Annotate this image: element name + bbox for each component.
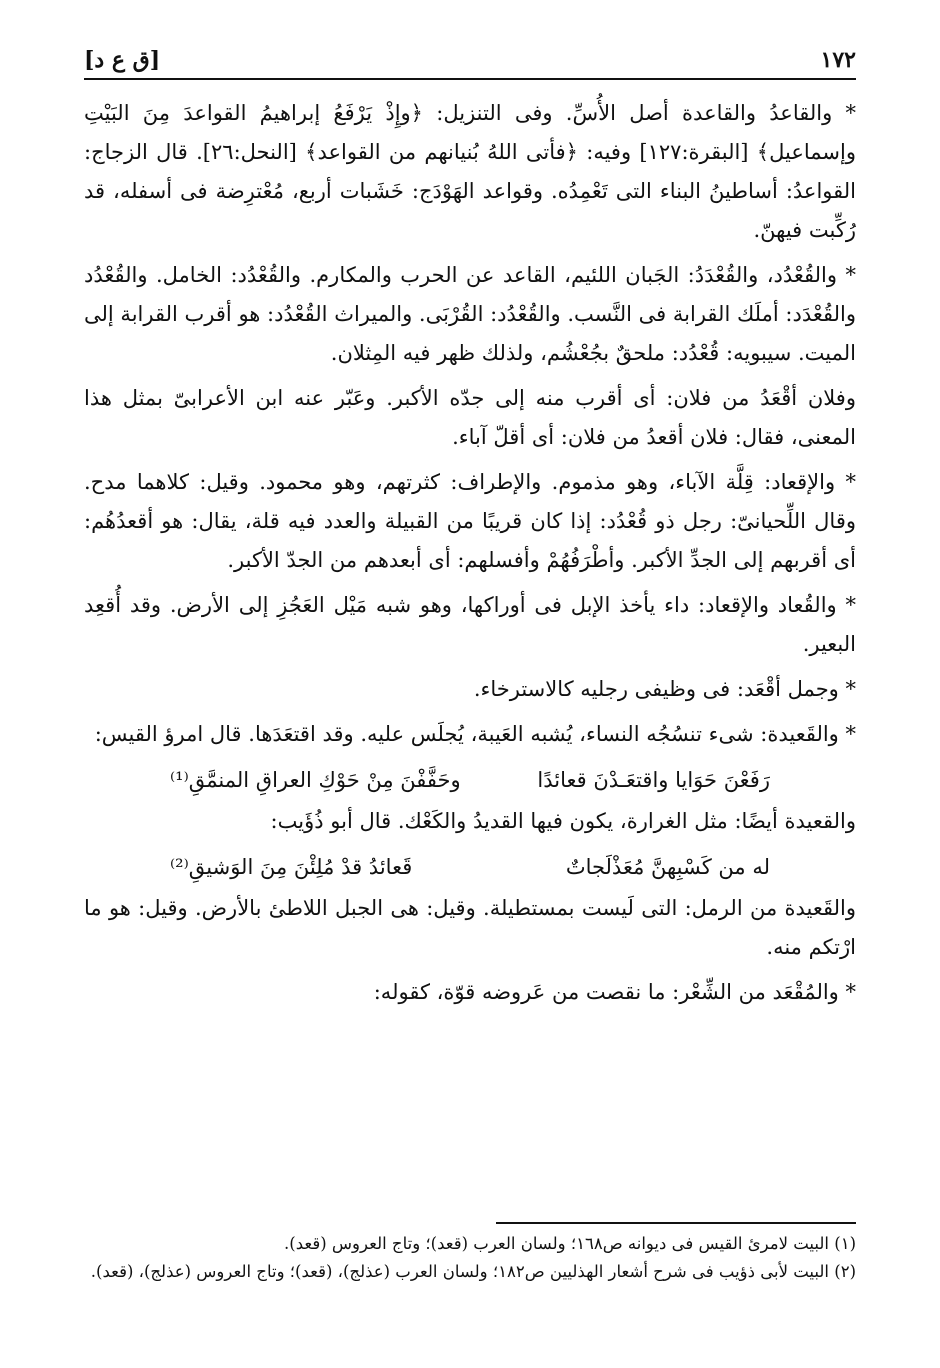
page-number: ١٧٢ <box>820 47 856 73</box>
verse-line <box>84 847 856 887</box>
footnote: (١) البيت لامرئ القيس فى ديوانه ص١٦٨؛ ولسان العرب (قعد)؛ وتاج العروس (قعد). <box>284 1234 856 1253</box>
paragraph: * والإقعاد: قِلَّة الآباء، وهو مذموم. والإطراف: كثرتهم، وهو محمود. وقيل: كلاهما مدح. وقال اللِّحيانىّ: رجل ذو قُعْدُد: إذا كان قريبًا من القبيلة والعدد فيه قلة، يقال: هو أقعدُهُم: أى أقربهم إلى الجدِّ الأكبر. وأطْرَفُهُمْ وأفسلهم: أى أبعدهم من الجدّ الأكبر. <box>84 470 856 572</box>
paragraph: * والمُقْعَد من الشِّعْر: ما نقصت من عَروضه قوّة، كقوله: <box>373 980 856 1004</box>
root-label: [ق ع د] <box>84 47 161 73</box>
main-text <box>84 94 856 1018</box>
verse-hemistich-right: له من كَسْبِهنَّ مُعَذْلَجاتٌ <box>565 855 770 879</box>
verse-hemistich-right: رَفَعْنَ حَوَايا واقتعَـدْنَ قعائدًا <box>537 768 770 792</box>
paragraph: * والقُعْدُد، والقُعْدَدُ: الجَبان اللئيم، القاعد عن الحرب والمكارم. والقُعْدُد: الخامل. والقُعْدُد والقُعْدَد: أملَك القرابة فى النَّسب. والقُعْدُد: القُرْبَى. والميراث القُعْدُد: هو أقرب القرابة إلى الميت. سيبويه: قُعْدُد: ملحقٌ بجُعْشُم، ولذلك ظهر فيه المِثلان. <box>84 263 856 365</box>
footnote: (٢) البيت لأبى ذؤيب فى شرح أشعار الهذليين ص١٨٢؛ ولسان العرب (عذلج)، (قعد)؛ وتاج العروس (عذلج)، (قعد). <box>90 1262 856 1281</box>
paragraph: * والقَعيدة: شىء تنسُجُه النساء، يُشبه العَيبة، يُجلَس عليه. وقد اقتعَدَها. قال امرؤ القيس: <box>94 722 856 746</box>
verse-hemistich-left: قَعائدُ قدْ مُلِئْنَ مِنَ الوَشيقِ⁽²⁾ <box>170 855 413 879</box>
paragraph: * وجمل أقْعَد: فى وظيفى رجليه كالاسترخاء. <box>473 677 856 701</box>
paragraph: والقَعيدة من الرمل: التى لَيست بمستطيلة. وقيل: هى الجبل اللاطئ بالأرض. وقيل: هو ما ارْتكم منه. <box>84 896 856 959</box>
page-header <box>84 44 856 76</box>
verse-hemistich-left: وحَفَّفْنَ مِنْ حَوْكِ العراقِ المنمَّقِ⁽¹⁾ <box>170 768 461 792</box>
verse-line <box>84 760 856 800</box>
footnote-rule <box>496 1222 856 1224</box>
paragraph: * والقاعدُ والقاعدة أصل الأُسِّ. وفى التنزيل: ﴿وإِذْ يَرْفَعُ إبراهيمُ القواعدَ مِنَ البَيْتِ وإسماعيل﴾ [البقرة:١٢٧] وفيه: ﴿فأتى اللهُ بُنيانهم من القواعد﴾ [النحل:٢٦]. قال الزجاج: القواعدُ: أساطينُ البناء التى تَعْمِدُه. وقواعد الهَوْدَج: خَشَبات أربع، مُعْترِضة فى أسفله، قد رُكِّبت فيهنّ. <box>84 101 856 242</box>
paragraph: وفلان أقْعَدُ من فلان: أى أقرب منه إلى جدّه الأكبر. وعَبّر عنه ابن الأعرابىّ بمثل هذا المعنى، فقال: فلان أقعدُ من فلان: أى أقلّ آباء. <box>84 386 856 449</box>
footnotes <box>84 1230 856 1286</box>
paragraph: * والقُعاد والإقعاد: داء يأخذ الإبل فى أوراكها، وهو شبه مَيْل العَجُزِ إلى الأرض. وقد أُقعِد البعير. <box>84 593 856 656</box>
header-rule <box>84 78 856 80</box>
paragraph: والقعيدة أيضًا: مثل الغرارة، يكون فيها القديدُ والكَعْك. قال أبو ذُؤَيب: <box>270 809 856 833</box>
